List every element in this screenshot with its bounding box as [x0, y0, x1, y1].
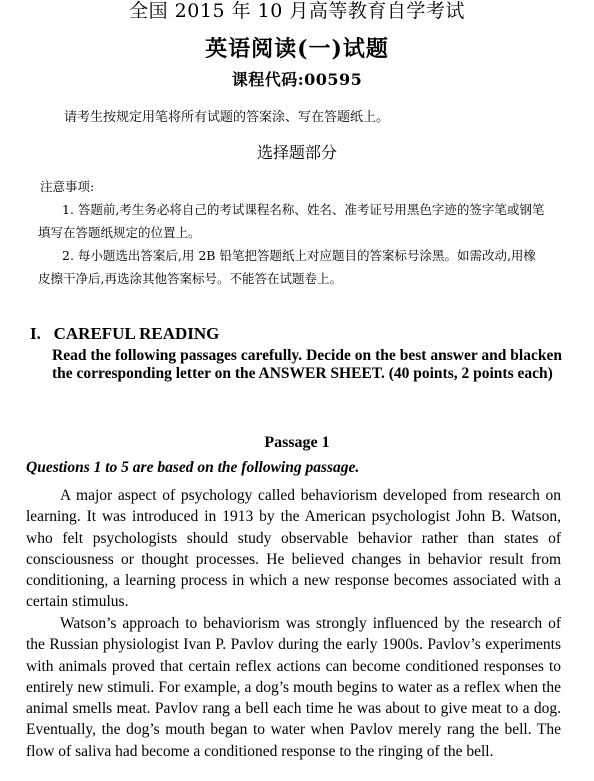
section-title: 选择题部分: [256, 143, 337, 162]
note-line: 1. 答题前,考生务必将自己的考试课程名称、姓名、准考证号用黑色字迹的签字笔或钢笔: [62, 202, 545, 217]
passage-paragraph: A major aspect of psychology called behaviorism developed from research on learning. It was introduced in 1913 by the American psychologist John B. Watson, who felt psychologists should study observable behavior rather than states of consciousness or thought processes. He believed changes in behavior result from conditioning, a learning process in which a new response becomes associated with a certain stimulus.: [26, 487, 561, 611]
exam-title: 英语阅读(一)试题: [205, 36, 389, 62]
passage-title: Passage 1: [264, 434, 330, 451]
note-line: 2. 每小题选出答案后,用 2B 铅笔把答题纸上对应题目的答案标号涂黑。如需改动,用橡: [62, 248, 536, 263]
note-line: 填写在答题纸规定的位置上。: [38, 225, 201, 240]
passage-paragraph: Watson’s approach to behaviorism was strongly influenced by the research of the Russian physiologist Ivan P. Pavlov during the early 1900s. Pavlov’s experiments with animals proved that certain reflex actions can become conditioned responses to entirely new stimuli. For example, a dog’s mouth begins to water as a reflex when the animal smells meat. Pavlov rang a bell each time he was about to give meat to a dog. Eventually, the dog’s mouth began to water when Pavlov merely rang the bell. The flow of saliva had become a conditioned response to the ringing of the bell.: [26, 615, 561, 760]
exam-header: 全国 2015 年 10 月高等教育自学考试: [129, 0, 465, 22]
note-line: 皮擦干净后,再选涂其他答案标号。不能答在试题卷上。: [38, 271, 342, 286]
general-instruction: 请考生按规定用笔将所有试题的答案涂、写在答题纸上。: [64, 110, 390, 125]
passage-intro: Questions 1 to 5 are based on the following passage.: [26, 459, 360, 476]
part-heading: I. CAREFUL READING: [30, 324, 220, 343]
part-instruction: Read the following passages carefully. Decide on the best answer and blacken the corresponding letter on the ANSWER SHEET. (40 points, 2 points each): [52, 347, 562, 382]
notes-heading: 注意事项:: [40, 179, 95, 194]
course-code: 课程代码:00595: [231, 70, 363, 89]
